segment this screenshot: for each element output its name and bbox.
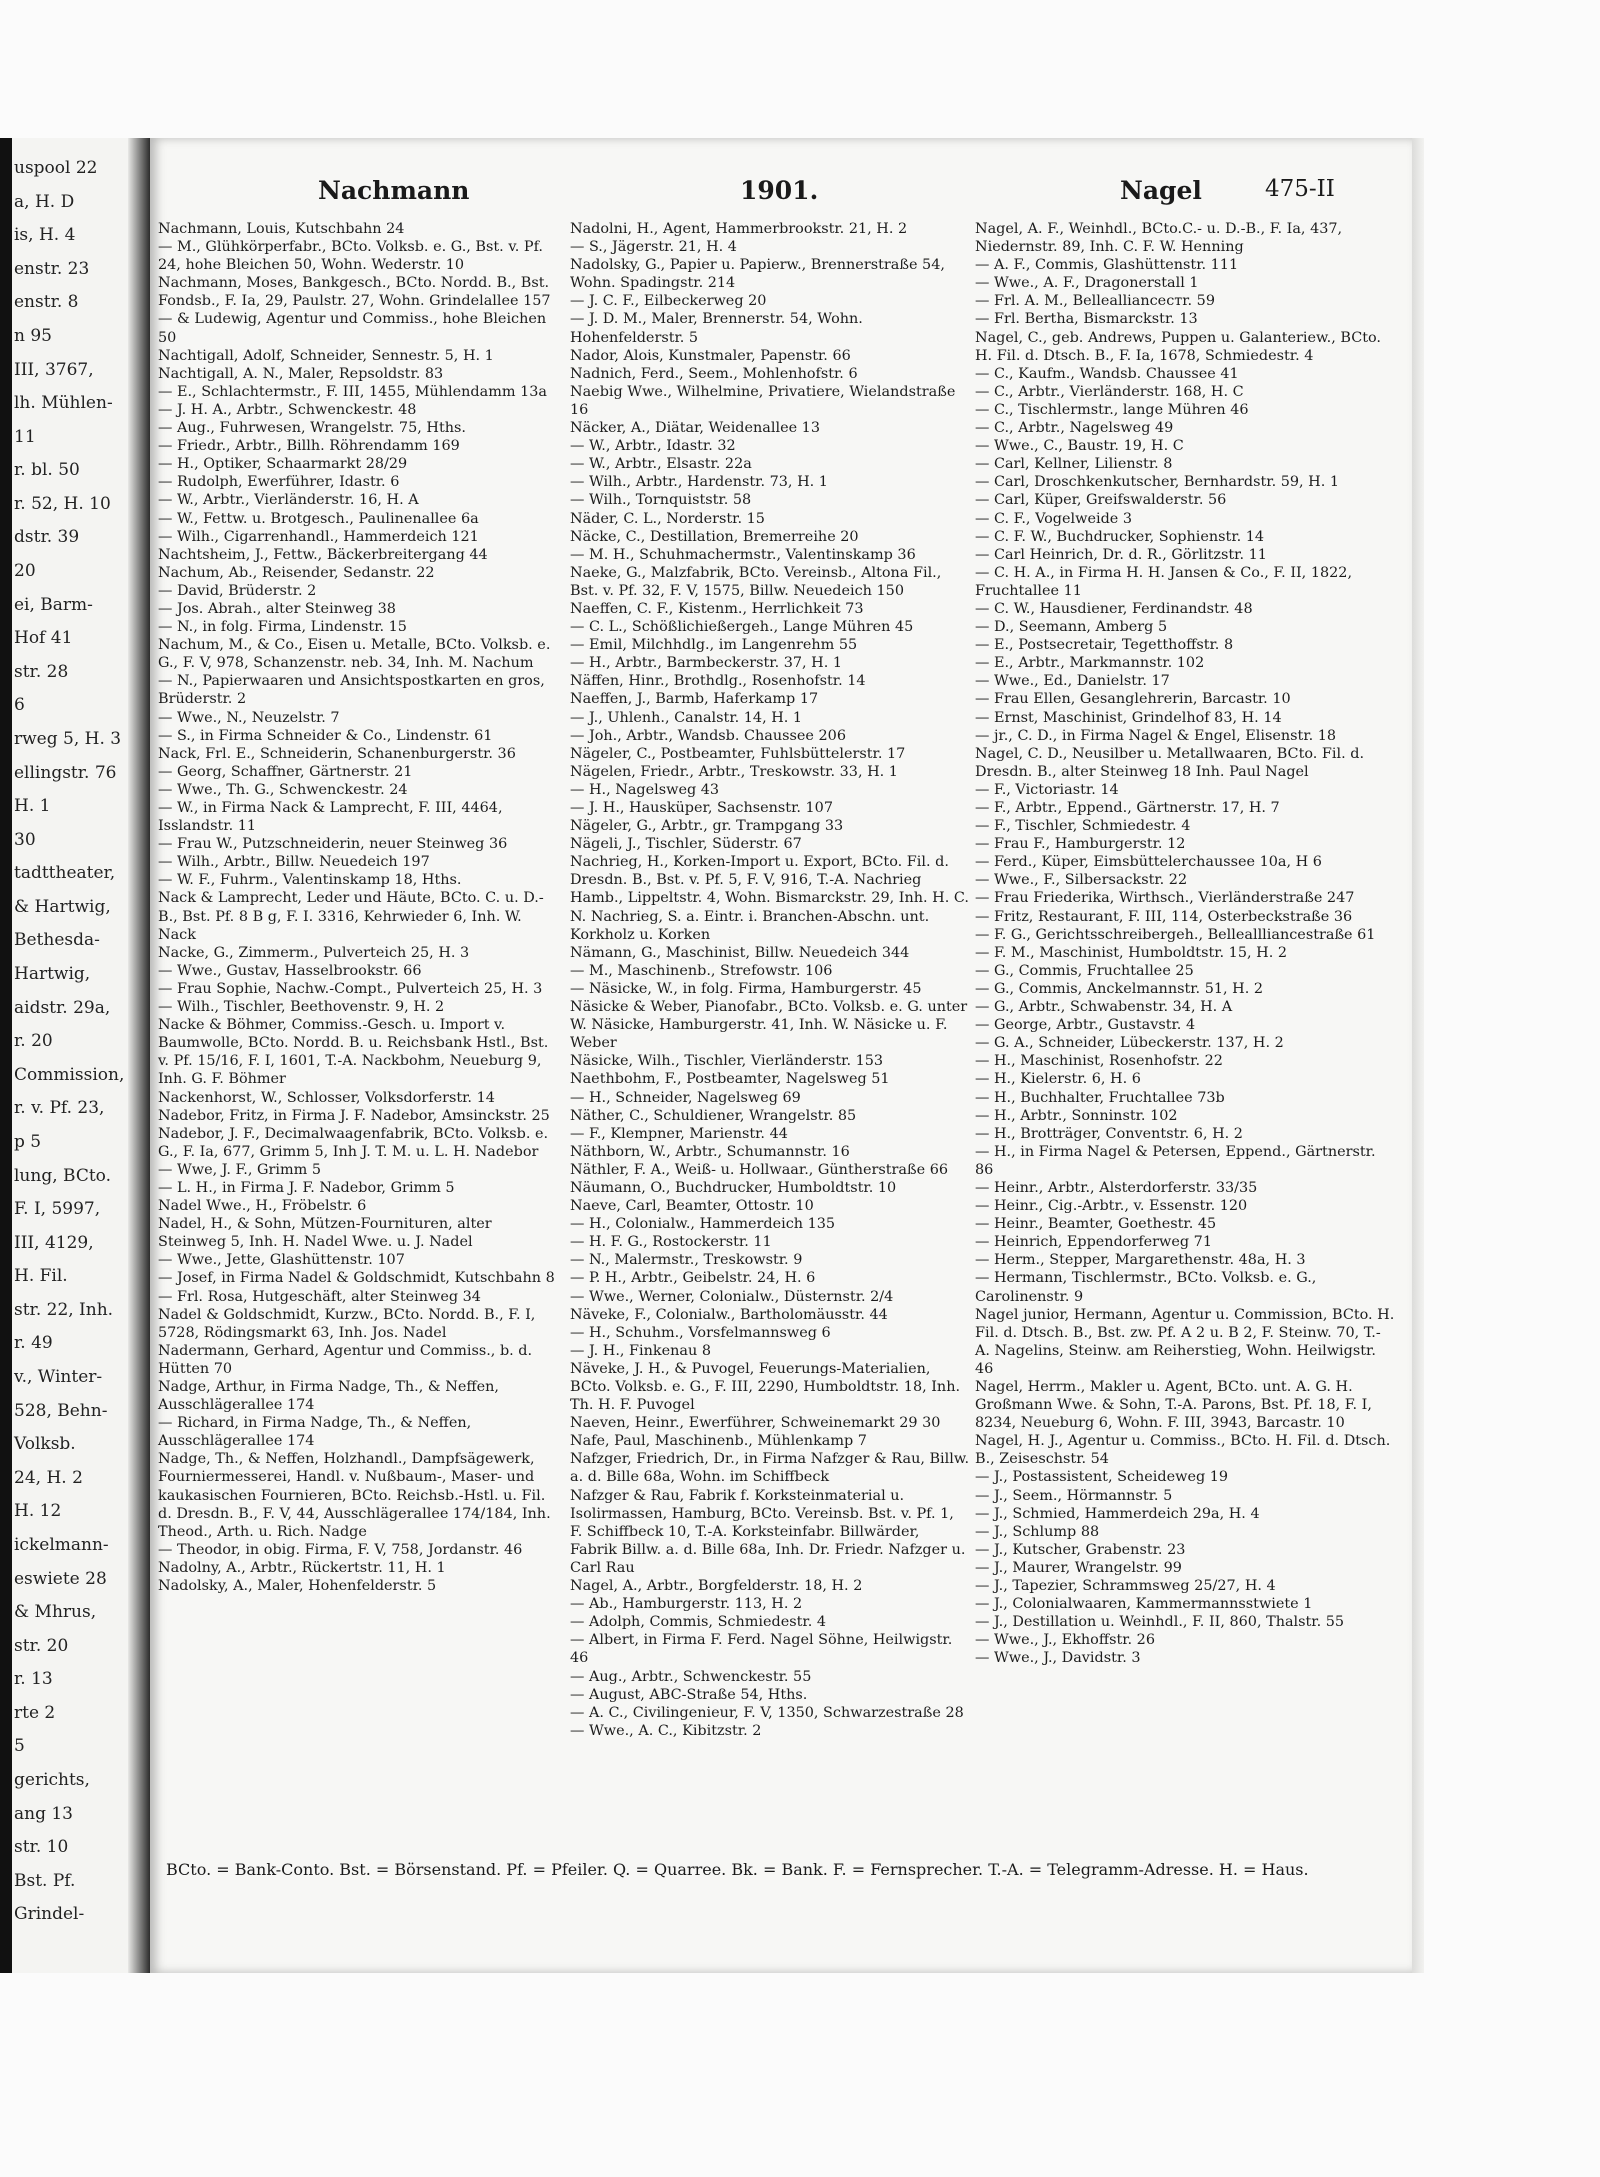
directory-entry: — G., Arbtr., Schwabenstr. 34, H. A (975, 999, 1233, 1016)
directory-entry: — Wilh., Tischler, Beethovenstr. 9, H. 2 (158, 999, 445, 1016)
directory-entry: — H., Buchhalter, Fruchtallee 73b (975, 1089, 1225, 1106)
directory-entry: Nagel, A., Arbtr., Borgfelderstr. 18, H. 2 (570, 1578, 863, 1595)
previous-page-line: enstr. 23 (14, 258, 90, 279)
directory-entry: — Joh., Arbtr., Wandsb. Chaussee 206 (570, 727, 846, 744)
directory-entry: — H., Maschinist, Rosenhofstr. 22 (975, 1053, 1223, 1070)
directory-entry: — Ferd., Küper, Eimsbüttelerchaussee 10a, H 6 (975, 854, 1322, 871)
previous-page-line: eswiete 28 (14, 1568, 107, 1589)
column-right (975, 220, 1399, 1668)
directory-entry: — J., Kutscher, Grabenstr. 23 (975, 1541, 1186, 1558)
directory-entry: Näcker, A., Diätar, Weidenallee 13 (570, 420, 820, 437)
directory-entry: — Wwe., A. C., Kibitzstr. 2 (570, 1722, 762, 1739)
directory-entry: Naethbohm, F., Postbeamter, Nagelsweg 51 (570, 1071, 890, 1088)
year-heading: 1901. (740, 176, 819, 205)
directory-entry: — George, Arbtr., Gustavstr. 4 (975, 1017, 1196, 1034)
previous-page-line: uspool 22 (14, 158, 98, 178)
previous-page-line: r. v. Pf. 23, (14, 1098, 105, 1119)
previous-page-line: Hartwig, (14, 964, 91, 985)
previous-page-line: n 95 (14, 325, 52, 346)
directory-entry: — P. H., Arbtr., Geibelstr. 24, H. 6 (570, 1270, 816, 1287)
directory-entry: — E., Postsecretair, Tegetthoffstr. 8 (975, 637, 1234, 654)
directory-entry: Nack, Frl. E., Schneiderin, Schanenburgerstr. 36 (158, 745, 516, 762)
directory-entry: — Herm., Stepper, Margarethenstr. 48a, H. 3 (975, 1252, 1306, 1269)
directory-entry: — C. H. A., in Firma H. H. Jansen & Co., F. II, 1822, Fruchtallee 11 (975, 564, 1357, 599)
directory-entry: Näther, C., Schuldiener, Wrangelstr. 85 (570, 1107, 857, 1124)
directory-entry: — Heinr., Beamter, Goethestr. 45 (975, 1216, 1217, 1233)
directory-entry: — J., Seem., Hörmannstr. 5 (975, 1487, 1173, 1504)
previous-page-line: & Hartwig, (14, 896, 111, 917)
page-header (150, 176, 1412, 206)
directory-entry: — F., Klempner, Marienstr. 44 (570, 1125, 788, 1142)
directory-entry: — Emil, Milchhdlg., im Langenrehm 55 (570, 637, 858, 654)
directory-entry: — A. C., Civilingenieur, F. V, 1350, Schwarzestraße 28 (570, 1704, 964, 1721)
directory-entry: — Georg, Schaffner, Gärtnerstr. 21 (158, 763, 413, 780)
directory-entry: — W., in Firma Nack & Lamprecht, F. III, 4464, Isslandstr. 11 (158, 800, 508, 835)
directory-entry: Naebig Wwe., Wilhelmine, Privatiere, Wielandstraße 16 (570, 383, 960, 418)
directory-entry: Nagel, H. J., Agentur u. Commiss., BCto. H. Fil. d. Dtsch. B., Zeiseschstr. 54 (975, 1433, 1395, 1468)
directory-entry: — J., Maurer, Wrangelstr. 99 (975, 1559, 1182, 1576)
directory-entry: — Frau Ellen, Gesanglehrerin, Barcastr. 10 (975, 691, 1291, 708)
directory-entry: — Frau Sophie, Nachw.-Compt., Pulverteich 25, H. 3 (158, 980, 543, 997)
running-head-right: Nagel (1120, 176, 1202, 205)
directory-entry: Näder, C. L., Norderstr. 15 (570, 510, 765, 527)
directory-entry: — H., Optiker, Schaarmarkt 28/29 (158, 456, 408, 473)
directory-entry: — Frl. A. M., Belleallianceстr. 59 (975, 293, 1215, 310)
directory-entry: Nacke, G., Zimmerm., Pulverteich 25, H. 3 (158, 944, 470, 961)
directory-entry: — Wwe., C., Baustr. 19, H. C (975, 438, 1184, 455)
directory-entry: — Wilh., Cigarrenhandl., Hammerdeich 121 (158, 528, 479, 545)
directory-entry: — A. F., Commis, Glashüttenstr. 111 (975, 257, 1239, 274)
directory-page (150, 138, 1412, 1973)
directory-entry: — C. F. W., Buchdrucker, Sophienstr. 14 (975, 528, 1265, 545)
column-left (158, 220, 558, 1595)
previous-page-line: a, H. D (14, 191, 75, 212)
directory-entry: Näthler, F. A., Weiß- u. Hollwaar., Güntherstraße 66 (570, 1161, 949, 1178)
directory-entry: — M., Maschinenb., Strefowstr. 106 (570, 962, 833, 979)
directory-entry: — N., Malermstr., Treskowstr. 9 (570, 1252, 803, 1269)
abbreviation-legend: BCto. = Bank-Conto. Bst. = Börsenstand. Pf. = Pfeiler. Q. = Quarree. Bk. = Bank. F. = Fernsprecher. T.-A. = Telegramm-Adresse. H. = Haus. (166, 1860, 1309, 1879)
directory-entry: — Rudolph, Ewerführer, Idastr. 6 (158, 474, 400, 491)
directory-entry: Nadebor, Fritz, in Firma J. F. Nadebor, Amsinckstr. 25 (158, 1107, 550, 1124)
directory-entry: Nafzger & Rau, Fabrik f. Korksteinmaterial u. Isolirmassen, Hamburg, BCto. Vereinsb. Bst. v. Pf. 1, F. Schiffbeck 10, T.-A. Korksteinfabr. Billwärder, Fabrik Billw. a. d. Bille 68a, Inh. Dr. Friedr. Nafzger u. Carl Rau (570, 1487, 970, 1576)
directory-entry: — C., Tischlermstr., lange Mühren 46 (975, 401, 1249, 418)
directory-entry: Nadge, Arthur, in Firma Nadge, Th., & Neffen, Ausschlägerallee 174 (158, 1379, 504, 1414)
directory-entry: — Wwe., Gustav, Hasselbrookstr. 66 (158, 962, 422, 979)
directory-entry: Naeffen, C. F., Kistenm., Herrlichkeit 73 (570, 600, 864, 617)
directory-entry: — W., Fettw. u. Brotgesch., Paulinenallee 6a (158, 510, 479, 527)
directory-entry: — S., Jägerstr. 21, H. 4 (570, 239, 737, 256)
previous-page-line: III, 4129, (14, 1232, 94, 1253)
directory-entry: Nachtsheim, J., Fettw., Bäckerbreitergang 44 (158, 546, 488, 563)
directory-entry: Nagel, Herrm., Makler u. Agent, BCto. unt. A. G. H. Großmann Wwe. & Sohn, T.-A. Parons, Bst. Pf. 18, F. I, 8234, Neueburg 6, Wohn. F. III, 3943, Barcastr. 10 (975, 1379, 1377, 1432)
directory-entry: Nagel junior, Hermann, Agentur u. Commission, BCto. H. Fil. d. Dtsch. B., Bst. zw. Pf. A 2 u. B 2, F. Steinw. 70, T.-A. Nagelins, Steinw. am Reiherstieg, Wohn. Heilwigstr. 46 (975, 1306, 1399, 1377)
directory-entry: Nachmann, Moses, Bankgesch., BCto. Nordd. B., Bst. Fondsb., F. Ia, 29, Paulstr. 27, Wohn. Grindelallee 157 (158, 275, 554, 310)
previous-page-line: H. 12 (14, 1501, 62, 1522)
directory-entry: — Wilh., Arbtr., Hardenstr. 73, H. 1 (570, 474, 828, 491)
directory-entry: Nador, Alois, Kunstmaler, Papenstr. 66 (570, 347, 851, 364)
directory-entry: — M., Glühkörperfabr., BCto. Volksb. e. G., Bst. v. Pf. 24, hohe Bleichen 50, Wohn. Wederstr. 10 (158, 239, 548, 274)
directory-entry: Nack & Lamprecht, Leder und Häute, BCto. C. u. D.-B., Bst. Pf. 8 B g, F. I. 3316, Kehrwieder 6, Inh. W. Nack (158, 890, 544, 943)
previous-page-line: aidstr. 29a, (14, 997, 111, 1018)
directory-entry: Nadnich, Ferd., Seem., Mohlenhofstr. 6 (570, 365, 858, 382)
directory-entry: Nadolni, H., Agent, Hammerbrookstr. 21, H. 2 (570, 221, 908, 237)
previous-page-line: rte 2 (14, 1702, 56, 1723)
directory-entry: Naeve, Carl, Beamter, Ottostr. 10 (570, 1198, 814, 1215)
directory-entry: — H., in Firma Nagel & Petersen, Eppend., Gärtnerstr. 86 (975, 1143, 1381, 1178)
previous-page-line: III, 3767, (14, 359, 94, 380)
directory-entry: — C. F., Vogelweide 3 (975, 510, 1133, 527)
directory-entry: — H., Kielerstr. 6, H. 6 (975, 1071, 1141, 1088)
directory-entry: Näveke, F., Colonialw., Bartholomäusstr. 44 (570, 1306, 888, 1323)
directory-entry: — J., Schmied, Hammerdeich 29a, H. 4 (975, 1505, 1260, 1522)
directory-entry: — Frau Friederika, Wirthsch., Vierländerstraße 247 (975, 890, 1355, 907)
directory-entry: — J. H., Hausküper, Sachsenstr. 107 (570, 800, 833, 816)
directory-entry: — Josef, in Firma Nadel & Goldschmidt, Kutschbahn 8 (158, 1270, 555, 1287)
directory-entry: — August, ABC-Straße 54, Hths. (570, 1686, 808, 1703)
directory-entry: — Aug., Arbtr., Schwenckestr. 55 (570, 1668, 812, 1685)
directory-entry: Nackenhorst, W., Schlosser, Volksdorferstr. 14 (158, 1089, 495, 1106)
previous-page-line: gerichts, (14, 1770, 90, 1791)
page-number: 475-II (1265, 176, 1335, 202)
directory-entry: — Wilh., Arbtr., Billw. Neuedeich 197 (158, 854, 430, 871)
directory-entry: — J., Uhlenh., Canalstr. 14, H. 1 (570, 709, 803, 726)
directory-entry: — Näsicke, W., in folg. Firma, Hamburgerstr. 45 (570, 980, 922, 997)
directory-entry: — F. G., Gerichtsschreibergeh., Belleallliancestraße 61 (975, 926, 1376, 943)
previous-page-line: r. bl. 50 (14, 460, 80, 481)
directory-entry: — C. L., Schößlichießergeh., Lange Mühren 45 (570, 619, 914, 636)
previous-page-line: str. 20 (14, 1635, 69, 1656)
directory-entry: — Heinr., Arbtr., Alsterdorferstr. 33/35 (975, 1179, 1258, 1196)
previous-page-line: dstr. 39 (14, 527, 80, 548)
directory-entry: Nagel, C. D., Neusilber u. Metallwaaren, BCto. Fil. d. Dresdn. B., alter Steinweg 18 Inh. Paul Nagel (975, 745, 1369, 780)
directory-entry: — J. H., Finkenau 8 (570, 1342, 711, 1359)
directory-entry: Nachrieg, H., Korken-Import u. Export, BCto. Fil. d. Dresdn. B., Bst. v. Pf. 5, F. V, 916, T.-A. Nachrieg Hamb., Lippeltstr. 4, Wohn. Bismarckstr. 29, Inh. H. C. N. Nachrieg, S. a. Eintr. i. Branchen-Abschn. unt. Korkholz u. Korken (570, 854, 974, 943)
directory-entry: Nadermann, Gerhard, Agentur und Commiss., b. d. Hütten 70 (158, 1342, 537, 1377)
directory-entry: Nagel, A. F., Weinhdl., BCto.C.- u. D.-B., F. Ia, 437, Niedernstr. 89, Inh. C. F. W. Henning (975, 221, 1347, 256)
previous-page-line: enstr. 8 (14, 292, 79, 313)
previous-page-line: 20 (14, 561, 36, 582)
directory-entry: — Adolph, Commis, Schmiedestr. 4 (570, 1614, 827, 1631)
directory-entry: — W., Arbtr., Vierländerstr. 16, H. A (158, 492, 419, 509)
directory-entry: — Ernst, Maschinist, Grindelhof 83, H. 14 (975, 709, 1282, 726)
previous-page-line: F. I, 5997, (14, 1199, 101, 1220)
directory-entry: — H., Schuhm., Vorsfelmannsweg 6 (570, 1324, 831, 1341)
directory-entry: — Wwe., J., Davidstr. 3 (975, 1650, 1141, 1667)
directory-entry: — Frau W., Putzschneiderin, neuer Steinweg 36 (158, 836, 508, 853)
previous-page-line: H. Fil. (14, 1266, 68, 1287)
directory-entry: — Frl. Rosa, Hutgeschäft, alter Steinweg 34 (158, 1288, 481, 1305)
previous-page-line: v., Winter- (14, 1367, 103, 1388)
directory-entry: — Wwe., J., Ekhoffstr. 26 (975, 1632, 1155, 1649)
directory-entry: Naeffen, J., Barmb, Haferkamp 17 (570, 691, 819, 708)
page-edge (1412, 138, 1424, 1973)
directory-entry: Näsicke & Weber, Pianofabr., BCto. Volksb. e. G. unter W. Näsicke, Hamburgerstr. 41, Inh. W. Näsicke u. F. Weber (570, 999, 972, 1052)
directory-entry: Nafe, Paul, Maschinenb., Mühlenkamp 7 (570, 1433, 867, 1450)
previous-page-line: str. 28 (14, 661, 69, 682)
directory-entry: — J. H. A., Arbtr., Schwenckestr. 48 (158, 401, 417, 418)
directory-entry: — Aug., Fuhrwesen, Wrangelstr. 75, Hths. (158, 420, 466, 437)
previous-page-line: 24, H. 2 (14, 1467, 83, 1488)
directory-entry: — Ab., Hamburgerstr. 113, H. 2 (570, 1596, 803, 1613)
previous-page-line: str. 10 (14, 1837, 69, 1858)
directory-entry: — Wwe., A. F., Dragonerstall 1 (975, 275, 1199, 292)
directory-entry: — W., Arbtr., Elsastr. 22a (570, 456, 752, 473)
directory-entry: — David, Brüderstr. 2 (158, 582, 317, 599)
previous-page-line: r. 52, H. 10 (14, 493, 111, 514)
previous-page-line: Bst. Pf. (14, 1870, 76, 1891)
directory-entry: — jr., C. D., in Firma Nagel & Engel, Elisenstr. 18 (975, 727, 1337, 744)
previous-page-line: tadttheater, (14, 863, 116, 884)
directory-entry: Nägeli, J., Tischler, Süderstr. 67 (570, 836, 802, 853)
column-middle (570, 220, 974, 1740)
directory-entry: — C., Arbtr., Nagelsweg 49 (975, 420, 1174, 437)
previous-page-line: ellingstr. 76 (14, 762, 117, 783)
directory-entry: Näsicke, Wilh., Tischler, Vierländerstr. 153 (570, 1053, 884, 1070)
directory-entry: Nägeler, C., Postbeamter, Fuhlsbüttelerstr. 17 (570, 745, 906, 762)
directory-entry: — C., Arbtr., Vierländerstr. 168, H. C (975, 383, 1244, 400)
directory-entry: — J., Tapezier, Schrammsweg 25/27, H. 4 (975, 1578, 1276, 1595)
directory-entry: Nadolsky, G., Papier u. Papierw., Brennerstraße 54, Wohn. Spadingstr. 214 (570, 257, 950, 292)
directory-entry: — Wwe., N., Neuzelstr. 7 (158, 709, 340, 726)
directory-entry: Näumann, O., Buchdrucker, Humboldtstr. 10 (570, 1179, 897, 1196)
previous-page-line: 5 (14, 1736, 25, 1757)
directory-entry: — Wwe., Ed., Danielstr. 17 (975, 673, 1170, 690)
previous-page-line: Grindel- (14, 1904, 85, 1925)
directory-entry: Nadolny, A., Arbtr., Rückertstr. 11, H. 1 (158, 1559, 446, 1576)
directory-entry: — H. F. G., Rostockerstr. 11 (570, 1234, 772, 1251)
directory-entry: — F., Tischler, Schmiedestr. 4 (975, 818, 1191, 835)
directory-entry: — Carl, Kellner, Lilienstr. 8 (975, 456, 1173, 473)
directory-entry: — Wwe, J. F., Grimm 5 (158, 1161, 322, 1178)
directory-entry: Nachum, Ab., Reisender, Sedanstr. 22 (158, 564, 435, 581)
directory-entry: — Richard, in Firma Nadge, Th., & Neffen, Ausschlägerallee 174 (158, 1415, 476, 1450)
directory-entry: Nägeler, G., Arbtr., gr. Trampgang 33 (570, 818, 844, 835)
directory-entry: — M. H., Schuhmachermstr., Valentinskamp 36 (570, 546, 916, 563)
previous-page-line: r. 20 (14, 1031, 53, 1052)
previous-page-line: p 5 (14, 1131, 42, 1152)
directory-entry: Nadel, H., & Sohn, Mützen-Fournituren, alter Steinweg 5, Inh. H. Nadel Wwe. u. J. Nadel (158, 1216, 497, 1251)
directory-entry: Nachum, M., & Co., Eisen u. Metalle, BCto. Volksb. e. G., F. V, 978, Schanzenstr. neb. 34, Inh. M. Nachum (158, 637, 555, 672)
directory-entry: — W., Arbtr., Idastr. 32 (570, 438, 736, 455)
directory-entry: Nacke & Böhmer, Commiss.-Gesch. u. Import v. Baumwolle, BCto. Nordd. B. u. Reichsbank Hstl., Bst. v. Pf. 15/16, F. I, 1601, T.-A. Nackbohm, Neueburg 9, Inh. G. F. Böhmer (158, 1017, 553, 1088)
directory-entry: Nadge, Th., & Neffen, Holzhandl., Dampfsägewerk, Fourniermesserei, Handl. v. Nußbaum-, Maser- und kaukasischen Fournieren, BCto. Reichsb.-Hstl. u. Fil. d. Dresdn. B., F. V, 44, Ausschlägerallee 174/184, Inh. Theod., Arth. u. Rich. Nadge (158, 1451, 556, 1540)
directory-entry: — Frau F., Hamburgerstr. 12 (975, 836, 1186, 853)
running-head-left: Nachmann (318, 176, 470, 205)
previous-page-fragment (0, 138, 150, 1973)
book-binding-shadow (128, 138, 150, 1973)
previous-page-line: ei, Barm- (14, 594, 93, 615)
directory-entry: — G., Commis, Anckelmannstr. 51, H. 2 (975, 980, 1264, 997)
directory-entry: Nadel & Goldschmidt, Kurzw., BCto. Nordd. B., F. I, 5728, Rödingsmarkt 63, Inh. Jos. Nadel (158, 1306, 540, 1341)
directory-entry: Näcke, C., Destillation, Bremerreihe 20 (570, 528, 859, 545)
directory-entry: — W. F., Fuhrm., Valentinskamp 18, Hths. (158, 872, 462, 889)
directory-entry: — Wwe., Th. G., Schwenckestr. 24 (158, 781, 408, 798)
previous-page-line: str. 22, Inh. (14, 1299, 114, 1320)
previous-page-line: Hof 41 (14, 628, 73, 649)
previous-page-line: lung, BCto. (14, 1165, 112, 1186)
directory-entry: — Carl, Droschkenkutscher, Bernhardstr. 59, H. 1 (975, 474, 1340, 491)
previous-page-line: ickelmann- (14, 1534, 109, 1555)
directory-entry: Nagel, C., geb. Andrews, Puppen u. Galanteriew., BCto. H. Fil. d. Dtsch. B., F. Ia, 1678, Schmiedestr. 4 (975, 329, 1386, 364)
directory-entry: — H., Arbtr., Barmbeckerstr. 37, H. 1 (570, 655, 843, 672)
previous-page-line: 6 (14, 695, 25, 716)
directory-entry: — J., Postassistent, Scheideweg 19 (975, 1469, 1229, 1486)
directory-entry: — H., Brotträger, Conventstr. 6, H. 2 (975, 1125, 1243, 1142)
directory-entry: — Heinrich, Eppendorferweg 71 (975, 1234, 1212, 1251)
directory-entry: — J. D. M., Maler, Brennerstr. 54, Wohn. Hohenfelderstr. 5 (570, 311, 868, 346)
directory-entry: — Carl Heinrich, Dr. d. R., Görlitzstr. 11 (975, 546, 1267, 563)
directory-entry: — H., Schneider, Nagelsweg 69 (570, 1089, 801, 1106)
directory-entry: — Carl, Küper, Greifswalderstr. 56 (975, 492, 1227, 509)
directory-entry: Nachtigall, Adolf, Schneider, Sennestr. 5, H. 1 (158, 347, 494, 364)
directory-entry: — G. A., Schneider, Lübeckerstr. 137, H. 2 (975, 1035, 1284, 1052)
previous-page-line: & Mhrus, (14, 1602, 97, 1623)
previous-page-line: r. 49 (14, 1333, 53, 1354)
directory-entry: — Hermann, Tischlermstr., BCto. Volksb. e. G., Carolinenstr. 9 (975, 1270, 1321, 1305)
directory-entry: Näffen, Hinr., Brothdlg., Rosenhofstr. 14 (570, 673, 866, 690)
directory-entry: Nachtigall, A. N., Maler, Repsoldstr. 83 (158, 365, 444, 382)
directory-entry: — Frl. Bertha, Bismarckstr. 13 (975, 311, 1198, 328)
previous-page-line: H. 1 (14, 796, 51, 817)
directory-entry: Nadebor, J. F., Decimalwaagenfabrik, BCto. Volksb. e. G., F. Ia, 677, Grimm 5, Inh J. T. M. u. L. H. Nadebor (158, 1125, 553, 1160)
directory-entry: — S., in Firma Schneider & Co., Lindenstr. 61 (158, 727, 493, 744)
directory-entry: — F., Arbtr., Eppend., Gärtnerstr. 17, H. 7 (975, 800, 1280, 816)
directory-entry: Nafzger, Friedrich, Dr., in Firma Nafzger & Rau, Billw. a. d. Bille 68a, Wohn. im Schiffbeck (570, 1451, 974, 1486)
directory-entry: — J. C. F., Eilbeckerweg 20 (570, 293, 767, 310)
directory-entry: Näveke, J. H., & Puvogel, Feuerungs-Materialien, BCto. Volksb. e. G., F. III, 2290, Humboldtstr. 18, Inh. Th. H. F. Puvogel (570, 1360, 965, 1414)
directory-entry: — E., Arbtr., Markmannstr. 102 (975, 655, 1205, 672)
directory-entry: — D., Seemann, Amberg 5 (975, 619, 1168, 636)
directory-entry: — N., Papierwaaren und Ansichtspostkarten en gros, Brüderstr. 2 (158, 673, 550, 708)
directory-entry: — & Ludewig, Agentur und Commiss., hohe Bleichen 50 (158, 311, 551, 346)
directory-entry: — J., Destillation u. Weinhdl., F. II, 860, Thalstr. 55 (975, 1614, 1345, 1631)
directory-entry: — Wwe., Jette, Glashüttenstr. 107 (158, 1252, 405, 1269)
directory-entry: Nägelen, Friedr., Arbtr., Treskowstr. 33, H. 1 (570, 763, 898, 780)
directory-entry: — C. W., Hausdiener, Ferdinandstr. 48 (975, 600, 1253, 617)
directory-entry: — Heinr., Cig.-Arbtr., v. Essenstr. 120 (975, 1198, 1248, 1215)
previous-page-line: Bethesda- (14, 930, 100, 951)
previous-page-line: lh. Mühlen- (14, 393, 113, 414)
directory-entry: — Wwe., F., Silbersackstr. 22 (975, 872, 1188, 889)
previous-page-line: 528, Behn- (14, 1400, 108, 1421)
directory-entry: Nämann, G., Maschinist, Billw. Neuedeich 344 (570, 944, 910, 961)
directory-entry: — H., Arbtr., Sonninstr. 102 (975, 1107, 1178, 1124)
previous-page-line: rweg 5, H. 3 (14, 728, 122, 749)
directory-entry: — E., Schlachtermstr., F. III, 1455, Mühlendamm 13a (158, 383, 547, 400)
previous-page-line: 30 (14, 829, 36, 850)
previous-page-line: 11 (14, 426, 36, 447)
directory-entry: — J., Schlump 88 (975, 1523, 1100, 1540)
directory-entry: Näthborn, W., Arbtr., Schumannstr. 16 (570, 1143, 850, 1160)
directory-entry: — Theodor, in obig. Firma, F. V, 758, Jordanstr. 46 (158, 1541, 523, 1558)
directory-entry: Nadel Wwe., H., Fröbelstr. 6 (158, 1198, 367, 1215)
previous-page-line: Commission, (14, 1064, 125, 1085)
directory-entry: — Fritz, Restaurant, F. III, 114, Osterbeckstraße 36 (975, 908, 1353, 925)
directory-entry: — Wwe., Werner, Colonialw., Düsternstr. 2/4 (570, 1288, 894, 1305)
directory-entry: — C., Kaufm., Wandsb. Chaussee 41 (975, 365, 1239, 382)
previous-page-line: is, H. 4 (14, 225, 76, 246)
previous-page-line: Volksb. (14, 1434, 76, 1455)
directory-entry: — Friedr., Arbtr., Billh. Röhrendamm 169 (158, 438, 460, 455)
directory-entry: Naeven, Heinr., Ewerführer, Schweinemarkt 29 30 (570, 1415, 941, 1432)
directory-entry: Nachmann, Louis, Kutschbahn 24 (158, 221, 405, 237)
directory-entry: — J., Colonialwaaren, Kammermannsstwiete 1 (975, 1596, 1313, 1613)
directory-entry: — Jos. Abrah., alter Steinweg 38 (158, 600, 396, 617)
directory-entry: Nadolsky, A., Maler, Hohenfelderstr. 5 (158, 1578, 437, 1595)
directory-entry: — F., Victoriastr. 14 (975, 781, 1119, 798)
directory-entry: — Wilh., Tornquiststr. 58 (570, 492, 752, 509)
directory-entry: — H., Colonialw., Hammerdeich 135 (570, 1216, 836, 1233)
previous-page-line: r. 13 (14, 1669, 53, 1690)
directory-entry: Naeke, G., Malzfabrik, BCto. Vereinsb., Altona Fil., Bst. v. Pf. 32, F. V, 1575, Billw. Neuedeich 150 (570, 564, 946, 599)
directory-entry: — Albert, in Firma F. Ferd. Nagel Söhne, Heilwigstr. 46 (570, 1632, 957, 1667)
directory-entry: — F. M., Maschinist, Humboldtstr. 15, H. 2 (975, 944, 1287, 961)
directory-entry: — L. H., in Firma J. F. Nadebor, Grimm 5 (158, 1179, 455, 1196)
previous-page-line: ang 13 (14, 1803, 74, 1824)
directory-entry: — G., Commis, Fruchtallee 25 (975, 962, 1194, 979)
directory-entry: — H., Nagelsweg 43 (570, 781, 720, 798)
page-edge-shadow (0, 138, 12, 1973)
directory-entry: — N., in folg. Firma, Lindenstr. 15 (158, 619, 407, 636)
